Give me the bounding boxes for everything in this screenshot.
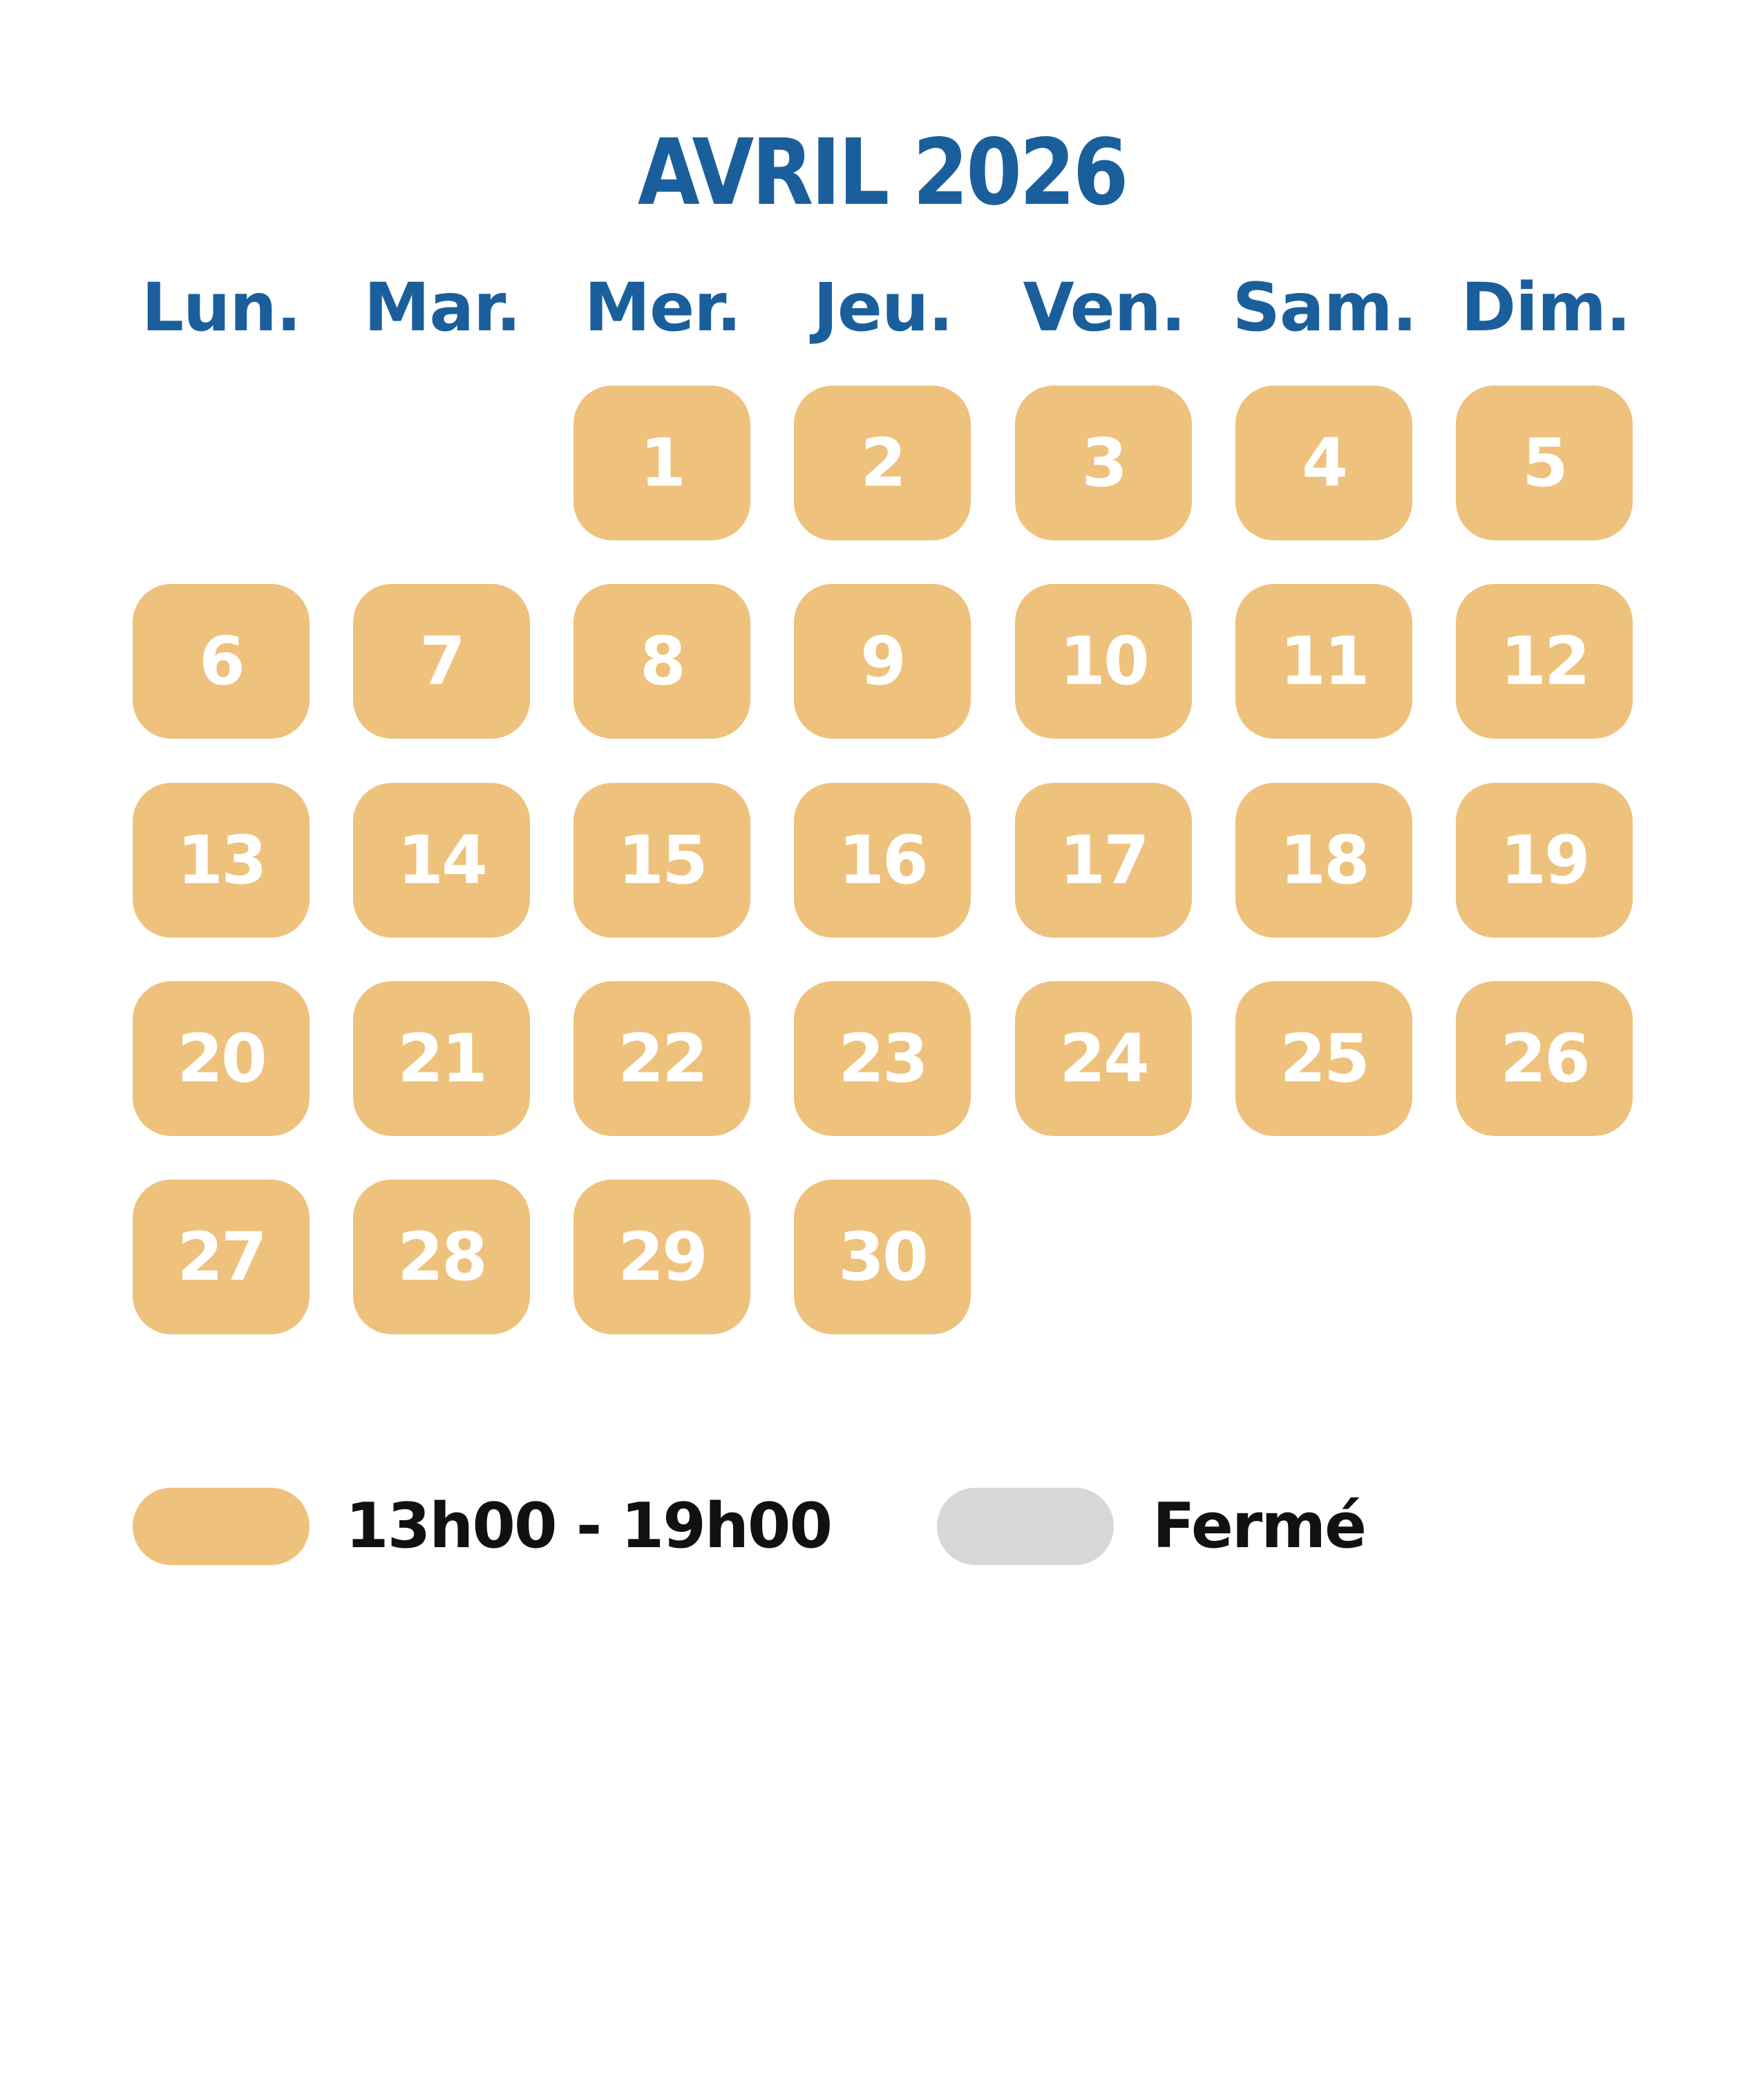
legend-closed-swatch [937, 1488, 1114, 1565]
calendar-day-15: 15 [573, 783, 750, 938]
calendar-day-25: 25 [1235, 981, 1412, 1136]
calendar-day-24: 24 [1015, 981, 1192, 1136]
calendar-day-30: 30 [794, 1180, 971, 1334]
calendar-day-14: 14 [353, 783, 530, 938]
weekday-thursday: Jeu. [813, 269, 953, 346]
calendar-day-7: 7 [353, 584, 530, 739]
weekday-sunday: Dim. [1461, 269, 1631, 346]
calendar-day-26: 26 [1456, 981, 1633, 1136]
calendar-day-4: 4 [1235, 386, 1412, 540]
weekday-friday: Ven. [1023, 269, 1186, 346]
calendar-day-11: 11 [1235, 584, 1412, 739]
weekday-saturday: Sam. [1232, 269, 1417, 346]
calendar-day-12: 12 [1456, 584, 1633, 739]
calendar-day-23: 23 [794, 981, 971, 1136]
calendar-day-2: 2 [794, 386, 971, 540]
calendar-day-27: 27 [133, 1180, 310, 1334]
calendar-day-6: 6 [133, 584, 310, 739]
legend-open-label: 13h00 - 19h00 [345, 1490, 832, 1562]
calendar-day-16: 16 [794, 783, 971, 938]
calendar-day-5: 5 [1456, 386, 1633, 540]
calendar-day-10: 10 [1015, 584, 1192, 739]
legend-closed-label: Fermé [1153, 1490, 1366, 1562]
calendar-day-9: 9 [794, 584, 971, 739]
calendar-day-13: 13 [133, 783, 310, 938]
calendar-day-8: 8 [573, 584, 750, 739]
calendar-day-19: 19 [1456, 783, 1633, 938]
calendar-day-29: 29 [573, 1180, 750, 1334]
calendar-day-3: 3 [1015, 386, 1192, 540]
calendar-day-21: 21 [353, 981, 530, 1136]
calendar-day-22: 22 [573, 981, 750, 1136]
calendar-title: AVRIL 2026 [637, 120, 1127, 226]
calendar-day-28: 28 [353, 1180, 530, 1334]
legend-open-swatch [133, 1488, 310, 1565]
weekday-monday: Lun. [141, 269, 301, 346]
calendar-day-20: 20 [133, 981, 310, 1136]
weekday-tuesday: Mar. [363, 269, 521, 346]
calendar-day-1: 1 [573, 386, 750, 540]
weekday-wednesday: Mer. [584, 269, 741, 346]
calendar-day-18: 18 [1235, 783, 1412, 938]
calendar-day-17: 17 [1015, 783, 1192, 938]
